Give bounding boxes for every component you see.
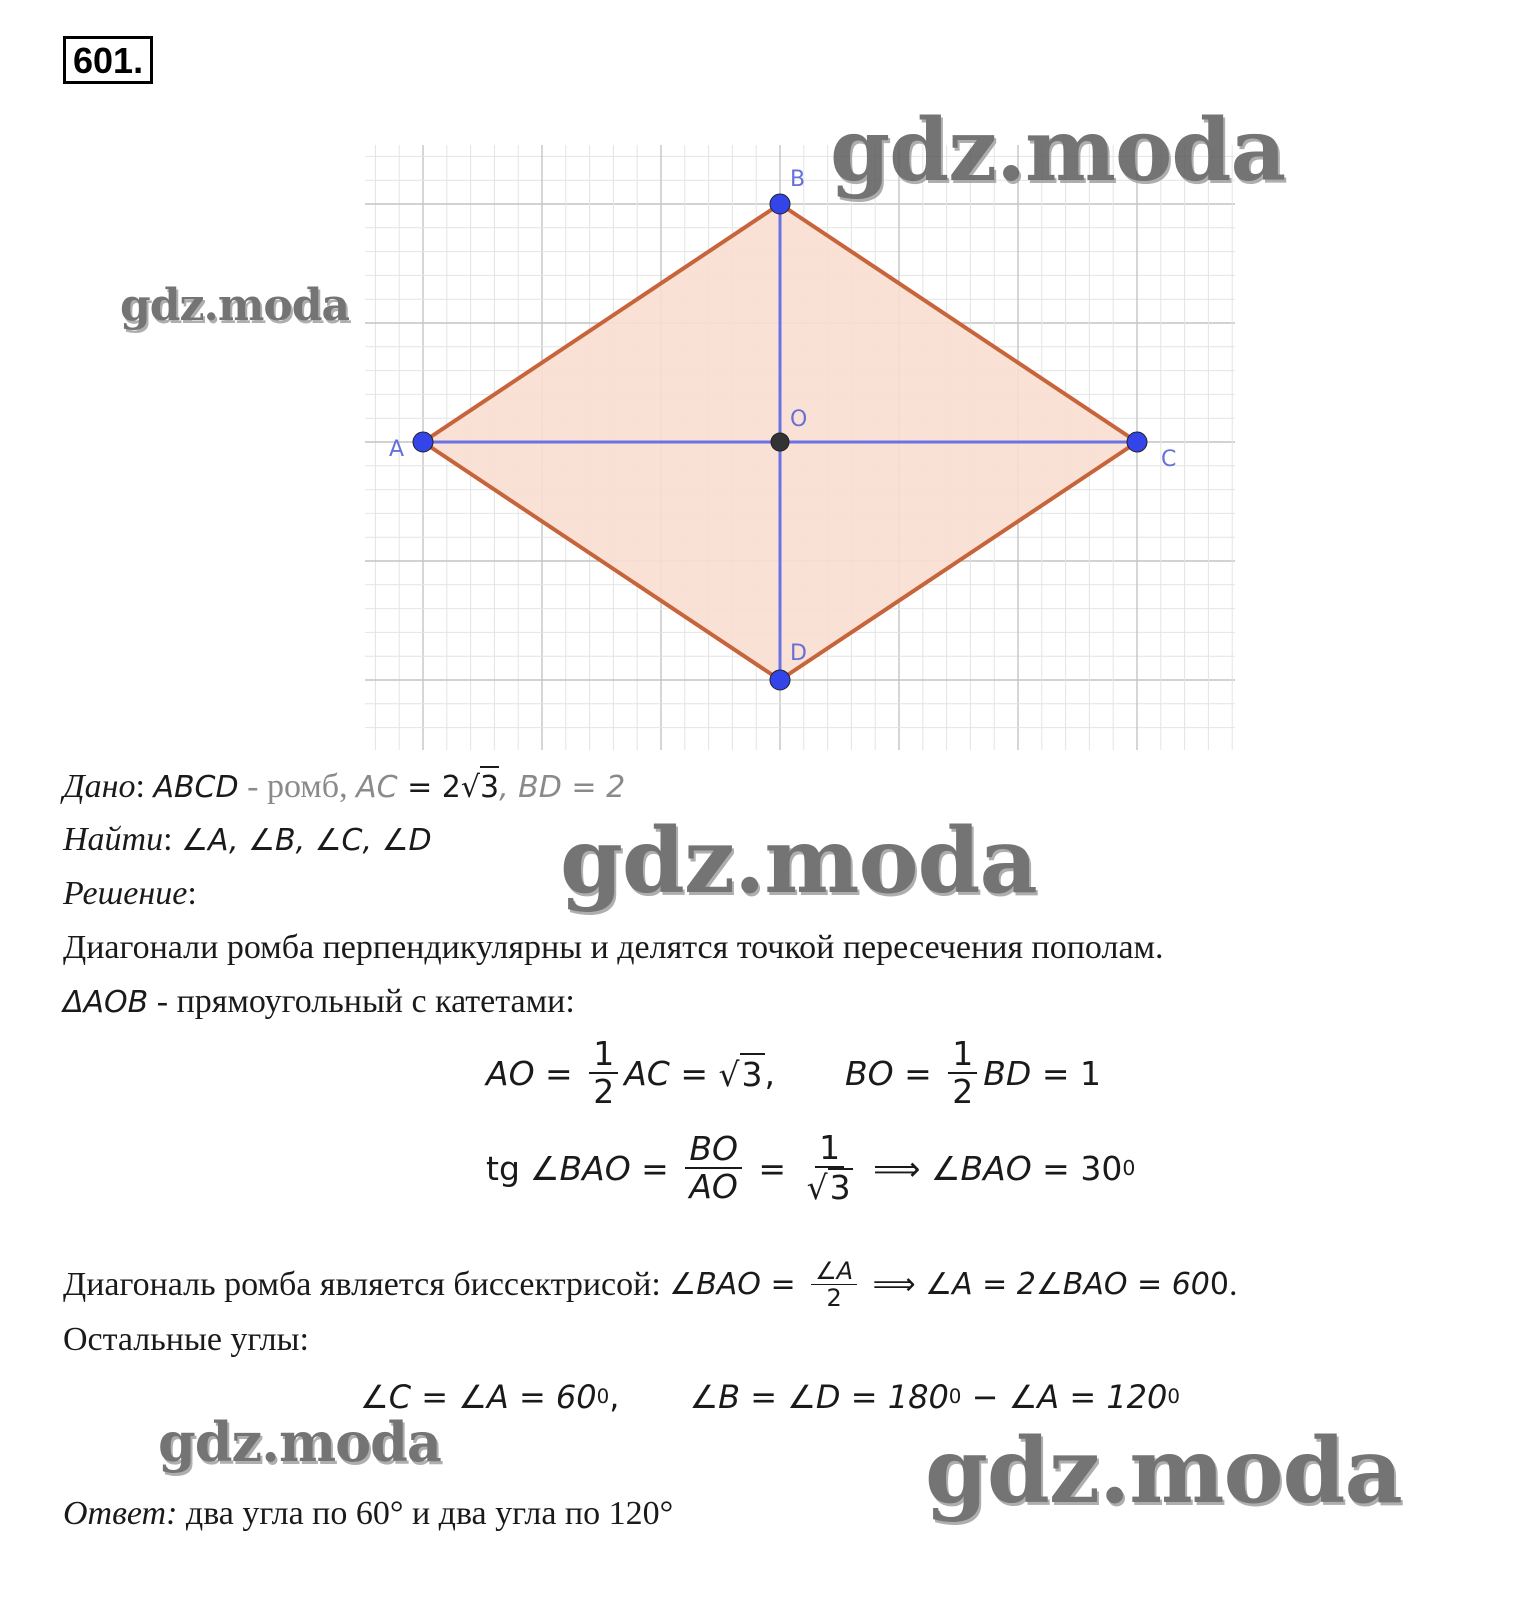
- given-eq: = 2: [397, 770, 461, 805]
- f1-eq2: =: [669, 1053, 719, 1093]
- f1-bo: BO: [845, 1053, 894, 1093]
- f2-den: AO: [689, 1167, 738, 1207]
- label-a: A: [389, 437, 405, 462]
- f1-bd: BD: [983, 1053, 1032, 1093]
- s3-frac: [811, 1258, 857, 1312]
- sentence-2: [63, 982, 575, 1023]
- given-label: Дано: [63, 768, 136, 805]
- answer-label: Ответ:: [63, 1495, 178, 1532]
- sentence-3-text: Диагональ ромба является биссектрисой:: [63, 1265, 670, 1303]
- point-b: [770, 194, 790, 214]
- watermark: gdz.moda: [830, 100, 1286, 201]
- watermark: gdz.moda: [120, 280, 350, 331]
- find-angles: ∠A, ∠B, ∠C, ∠D: [181, 823, 432, 858]
- s3-implies: ⟹: [863, 1266, 926, 1302]
- watermark: gdz.moda: [925, 1418, 1402, 1524]
- given-abcd: ABCD: [153, 770, 239, 805]
- f2-eq3: = 30: [1031, 1148, 1123, 1188]
- f2-angle2: ∠BAO: [930, 1148, 1032, 1188]
- f1-comma: ,: [764, 1053, 775, 1093]
- triangle-aob: ΔAOB: [63, 985, 149, 1020]
- f2-frac: [685, 1131, 742, 1206]
- solution-label: [63, 874, 197, 914]
- f2-num: BO: [685, 1131, 742, 1169]
- formula-1: AO = $\frac{1}{2}$ AC = √ 3 , BO = $\frac{1}{2}$ BD = 1: [486, 1034, 1101, 1112]
- given-line: Дано: ABCD - ромб, AC = 2 √ 3 , BD = 2: [63, 766, 625, 808]
- f2-implies: ⟹: [862, 1148, 931, 1188]
- s3-den: 2: [826, 1284, 842, 1313]
- s3-eq: =: [760, 1266, 806, 1302]
- given-sqrt: 3: [480, 766, 499, 808]
- find-colon: :: [163, 821, 173, 858]
- sentence-4: Остальные углы:: [63, 1321, 309, 1358]
- s3-end: .: [1228, 1265, 1238, 1303]
- f3-right1: ∠B = ∠D = 180: [689, 1378, 949, 1416]
- f3-left: ∠C = ∠A = 60: [360, 1378, 597, 1416]
- f2-tg: tg: [486, 1148, 520, 1188]
- f1-half-2: [948, 1036, 977, 1111]
- label-b: B: [790, 167, 806, 192]
- formula-3: ∠C = ∠A = 60 0 , ∠B = ∠D = 180 0 − ∠A = 120 0: [360, 1378, 1181, 1416]
- s3-angle: ∠BAO: [669, 1266, 761, 1302]
- s3-rest: ∠A = 2∠BAO = 60: [925, 1266, 1210, 1302]
- f2-eq2: =: [747, 1148, 797, 1188]
- f1-sqrt: 3: [741, 1054, 763, 1094]
- f2-frac-2: 1 √ 3: [806, 1128, 851, 1208]
- given-ac: AC: [356, 770, 398, 805]
- given-word: ромб,: [266, 768, 357, 805]
- f1-half: [589, 1036, 618, 1111]
- answer-text: два угла по 60° и два угла по 120°: [177, 1495, 674, 1532]
- point-d: [770, 670, 790, 690]
- f2-angle: ∠BAO: [529, 1148, 631, 1188]
- f1-ac: AC: [624, 1053, 670, 1093]
- f1-ao: AO: [486, 1053, 535, 1093]
- sentence-3: Диагональ ромба является биссектрисой: ∠BAO = $\frac{\angle A}{2}$ ⟹ ∠A = 2∠BAO = 60 0 .: [63, 1257, 1238, 1313]
- problem-number: 601.: [63, 36, 153, 84]
- f1-num2: 1: [948, 1036, 977, 1074]
- s3-num: ∠A: [811, 1258, 857, 1285]
- f1-eq4: = 1: [1031, 1053, 1101, 1093]
- rhombus-figure: [360, 140, 1240, 755]
- f1-num: 1: [589, 1036, 618, 1074]
- point-a: [413, 432, 433, 452]
- point-c: [1127, 432, 1147, 452]
- sentence-2-text: - прямоугольный с катетами:: [148, 983, 575, 1020]
- f2-eq: =: [630, 1148, 680, 1188]
- formula-2: tg ∠BAO = $\frac{BO}{AO}$ = 1 √ 3 ⟹ ∠BAO = 30 0: [486, 1128, 1136, 1208]
- answer-line: [63, 1494, 673, 1534]
- sentence-1: Диагонали ромба перпендикулярны и делятся точкой пересечения пополам.: [63, 929, 1164, 966]
- watermark: gdz.moda: [158, 1410, 441, 1474]
- f2-num2: 1: [815, 1130, 844, 1168]
- label-c: C: [1161, 447, 1177, 472]
- f2-sqrt: 3: [829, 1168, 851, 1208]
- f1-eq3: =: [893, 1053, 943, 1093]
- f3-right2: − ∠A = 120: [961, 1378, 1168, 1416]
- find-line: [63, 820, 432, 861]
- f1-den: 2: [593, 1072, 615, 1112]
- f3-comma: ,: [609, 1378, 620, 1416]
- watermark: gdz.moda: [560, 808, 1037, 914]
- given-dash: -: [238, 768, 267, 805]
- solution-colon: :: [187, 875, 197, 912]
- find-label: Найти: [63, 821, 164, 858]
- given-colon: :: [135, 768, 145, 805]
- point-o: [771, 433, 789, 451]
- f1-eq: =: [534, 1053, 584, 1093]
- f1-den2: 2: [952, 1072, 974, 1112]
- label-d: D: [790, 641, 807, 666]
- given-bd: , BD = 2: [499, 770, 626, 805]
- solution-word: Решение: [63, 875, 188, 912]
- label-o: O: [790, 407, 808, 432]
